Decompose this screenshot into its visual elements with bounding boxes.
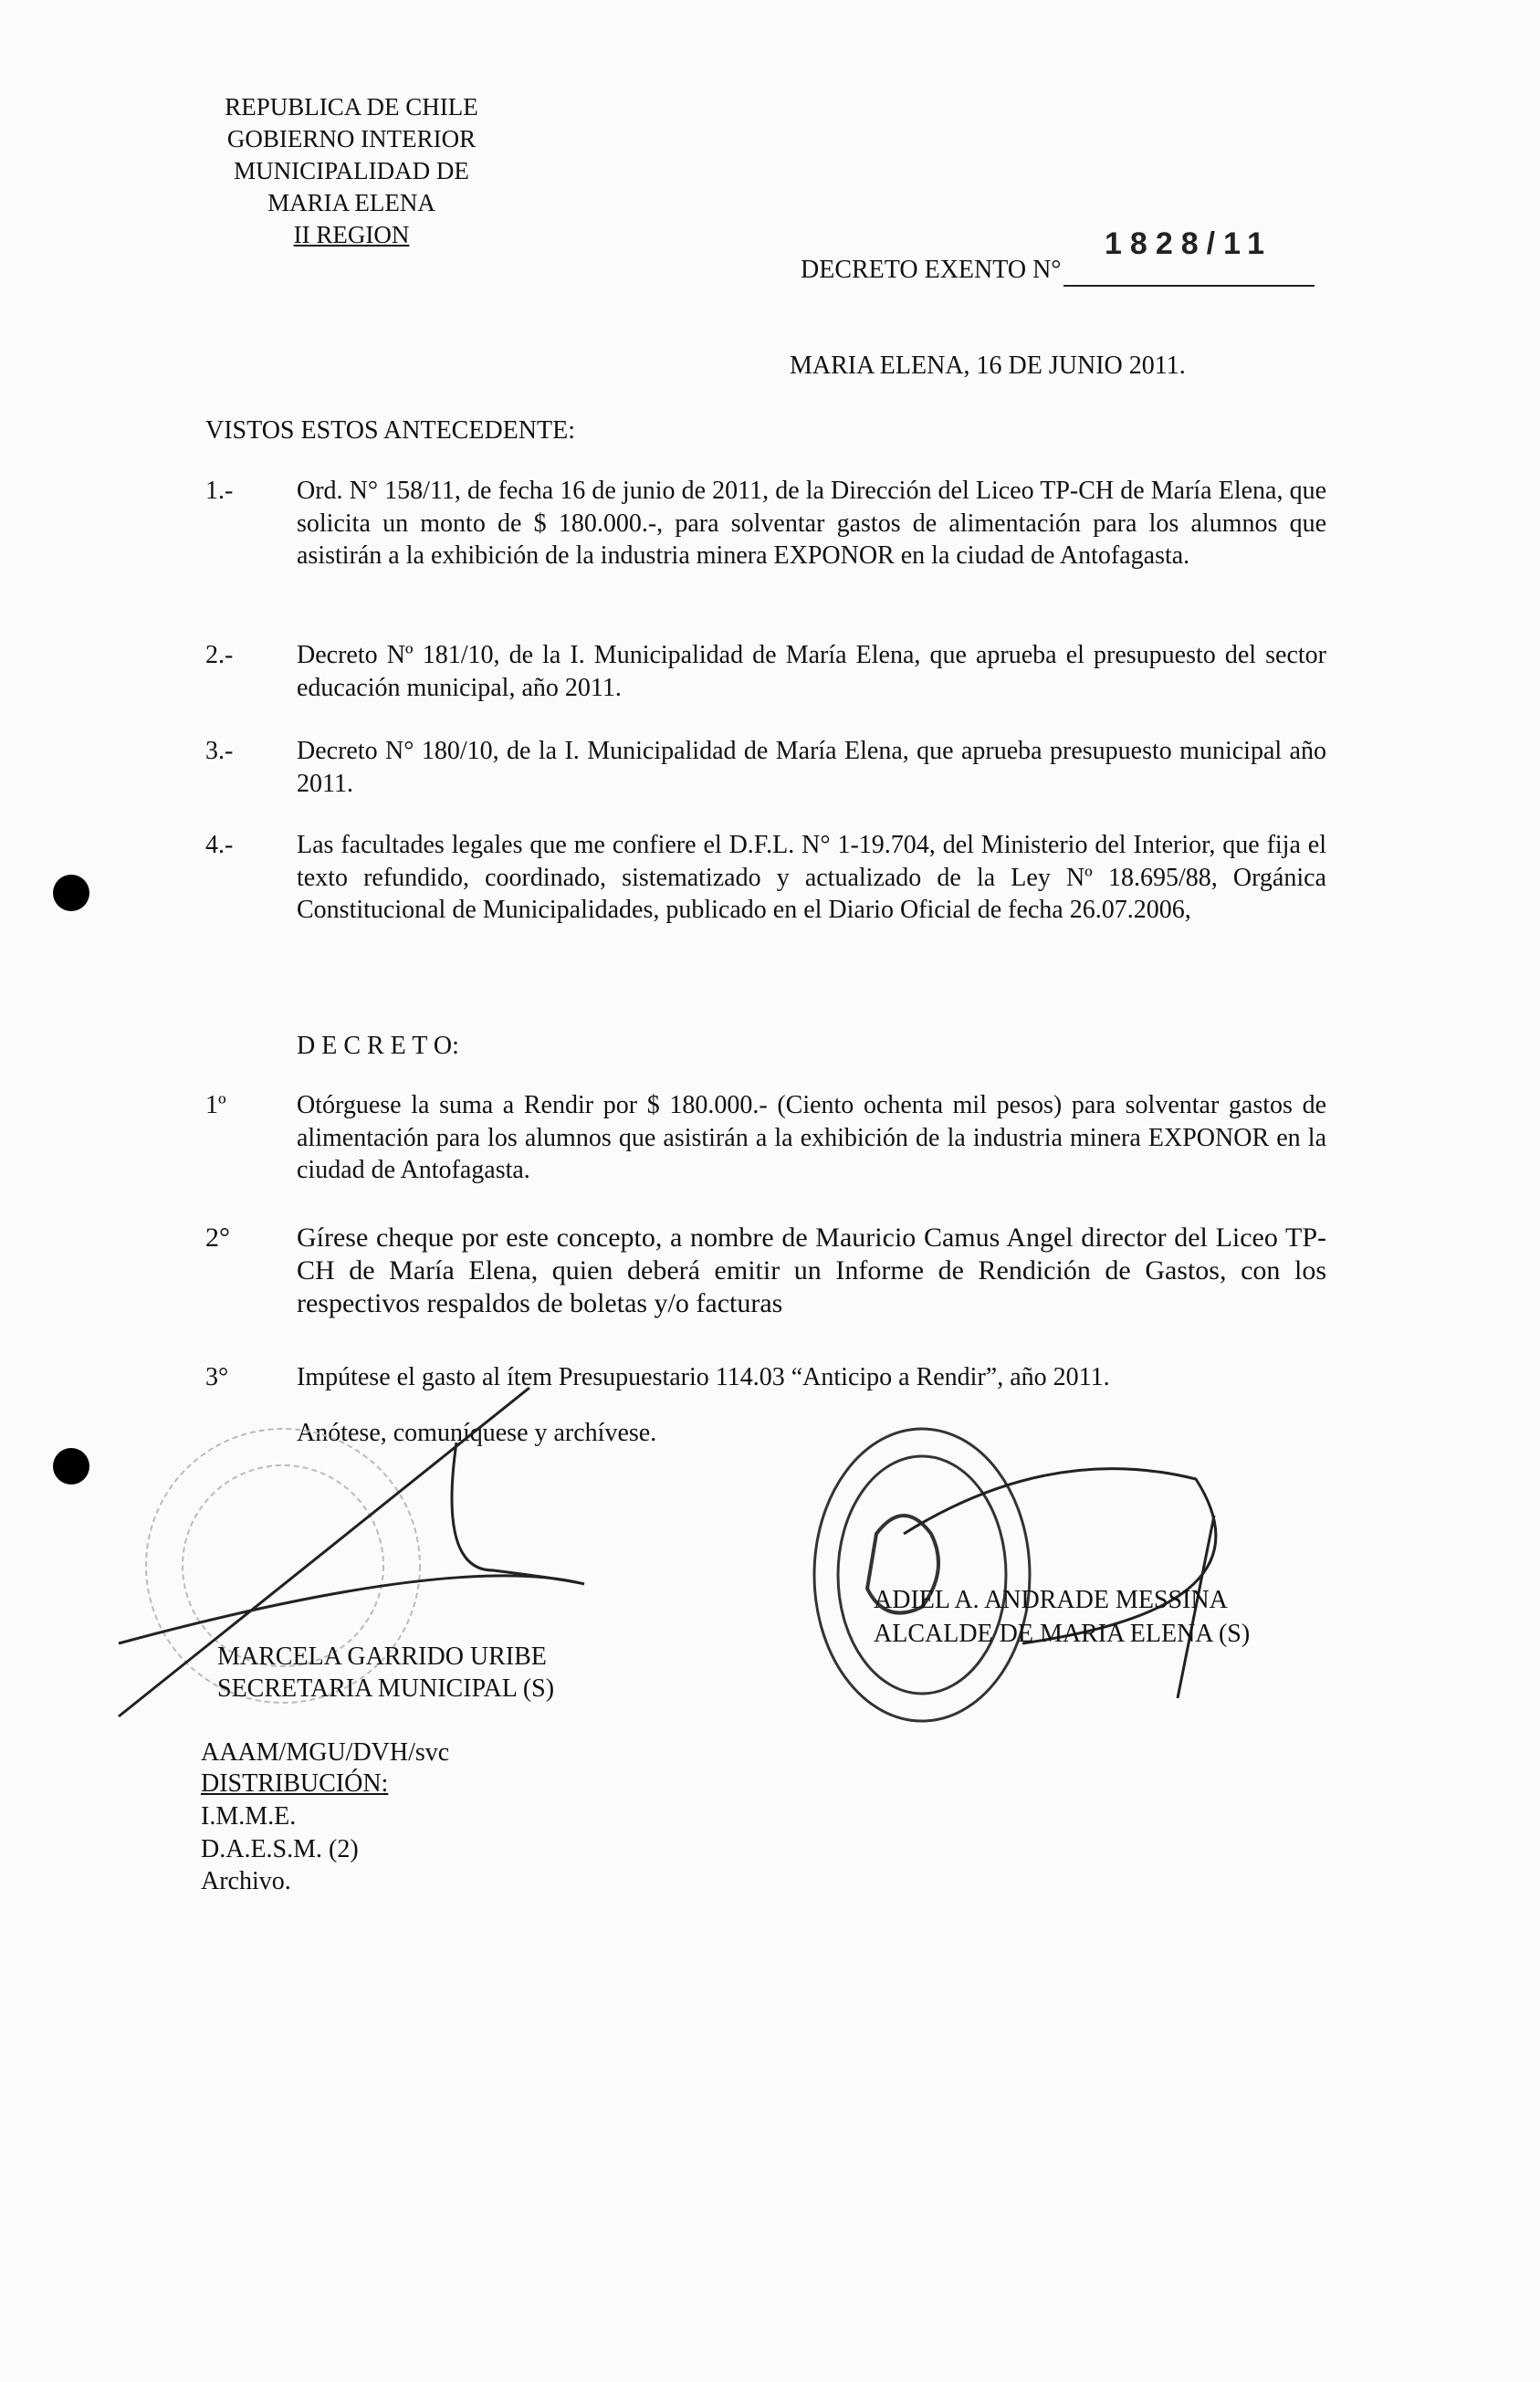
decreto-title: D E C R E T O: bbox=[297, 1032, 459, 1060]
decree-number-underline bbox=[1063, 285, 1315, 287]
letterhead bbox=[164, 91, 539, 251]
decreto-item-number: 3° bbox=[205, 1363, 229, 1391]
signatures-graphics bbox=[0, 1369, 1540, 1789]
decreto-item-number: 1º bbox=[205, 1091, 226, 1119]
decree-label: DECRETO EXENTO N° bbox=[801, 256, 1062, 284]
decree-number: 1828/11 bbox=[1105, 226, 1273, 261]
vistos-item-text: Decreto N° 180/10, de la I. Municipalidad de María Elena, que aprueba presupuesto municipal año 2011. bbox=[297, 737, 1326, 798]
vistos-item-text: Decreto Nº 181/10, de la I. Municipalidad de María Elena, que aprueba el presupuesto del sector educación municipal, año 2011. bbox=[297, 641, 1326, 702]
distribution-item: I.M.M.E. bbox=[201, 1802, 297, 1831]
letterhead-line: GOBIERNO INTERIOR bbox=[226, 125, 477, 152]
mayor-title: ALCALDE DE MARIA ELENA (S) bbox=[874, 1620, 1251, 1648]
decreto-item-number: 2° bbox=[205, 1222, 230, 1253]
letterhead-line: REPUBLICA DE CHILE bbox=[225, 93, 478, 121]
vistos-item-number: 2.- bbox=[205, 641, 234, 669]
vistos-item-number: 4.- bbox=[205, 831, 234, 859]
initials: AAAM/MGU/DVH/svc bbox=[201, 1738, 450, 1767]
mayor-stamp bbox=[814, 1429, 1030, 1721]
vistos-item-number: 1.- bbox=[205, 477, 234, 505]
secretary-title: SECRETARIA MUNICIPAL (S) bbox=[217, 1674, 555, 1703]
letterhead-region: II REGION bbox=[293, 221, 410, 248]
distribution-item: D.A.E.S.M. (2) bbox=[201, 1835, 359, 1863]
distribution-label: DISTRIBUCIÓN: bbox=[201, 1769, 389, 1798]
secretary-name: MARCELA GARRIDO URIBE bbox=[217, 1642, 547, 1671]
closing-formula: Anótese, comuníquese y archívese. bbox=[297, 1419, 657, 1447]
decreto-item-text: Impútese el gasto al ítem Presupuestario 114.03 “Anticipo a Rendir”, año 2011. bbox=[297, 1363, 1110, 1391]
vistos-item-text: Ord. N° 158/11, de fecha 16 de junio de 2011, de la Dirección del Liceo TP-CH de María Elena, que solicita un monto de $ 180.000.-, para solventar gastos de alimentación para los alumnos que asistirán a la exhibición de la industria minera EXPONOR en la ciudad de Antofagasta. bbox=[297, 477, 1326, 570]
letterhead-line: MUNICIPALIDAD DE bbox=[234, 157, 469, 184]
vistos-title: VISTOS ESTOS ANTECEDENTE: bbox=[205, 416, 575, 445]
decreto-item-text: Otórguese la suma a Rendir por $ 180.000.- (Ciento ochenta mil pesos) para solventar gastos de alimentación para los alumnos que asistirán a la exhibición de la industria minera EXPONOR en la ciudad de Antofagasta. bbox=[297, 1091, 1326, 1184]
distribution-item: Archivo. bbox=[201, 1867, 291, 1895]
mayor-name: ADIEL A. ANDRADE MESSINA bbox=[874, 1586, 1228, 1614]
vistos-item-number: 3.- bbox=[205, 737, 234, 765]
vistos-item-text: Las facultades legales que me confiere el D.F.L. N° 1-19.704, del Ministerio del Interior, que fija el texto refundido, coordinado, sistematizado y actualizado de la Ley Nº 18.695/88, Orgánica Constitucional de Municipalidades, publicado en el Diario Oficial de fecha 26.07.2006, bbox=[297, 831, 1326, 924]
place-date: MARIA ELENA, 16 DE JUNIO 2011. bbox=[790, 352, 1186, 380]
decreto-item-text: Gírese cheque por este concepto, a nombre de Mauricio Camus Angel director del Liceo TP-CH de María Elena, quien deberá emitir un Informe de Rendición de Gastos, con los respectivos respaldos de boletas y/o facturas bbox=[297, 1222, 1326, 1318]
punch-hole bbox=[53, 875, 89, 911]
letterhead-line: MARIA ELENA bbox=[267, 189, 435, 216]
